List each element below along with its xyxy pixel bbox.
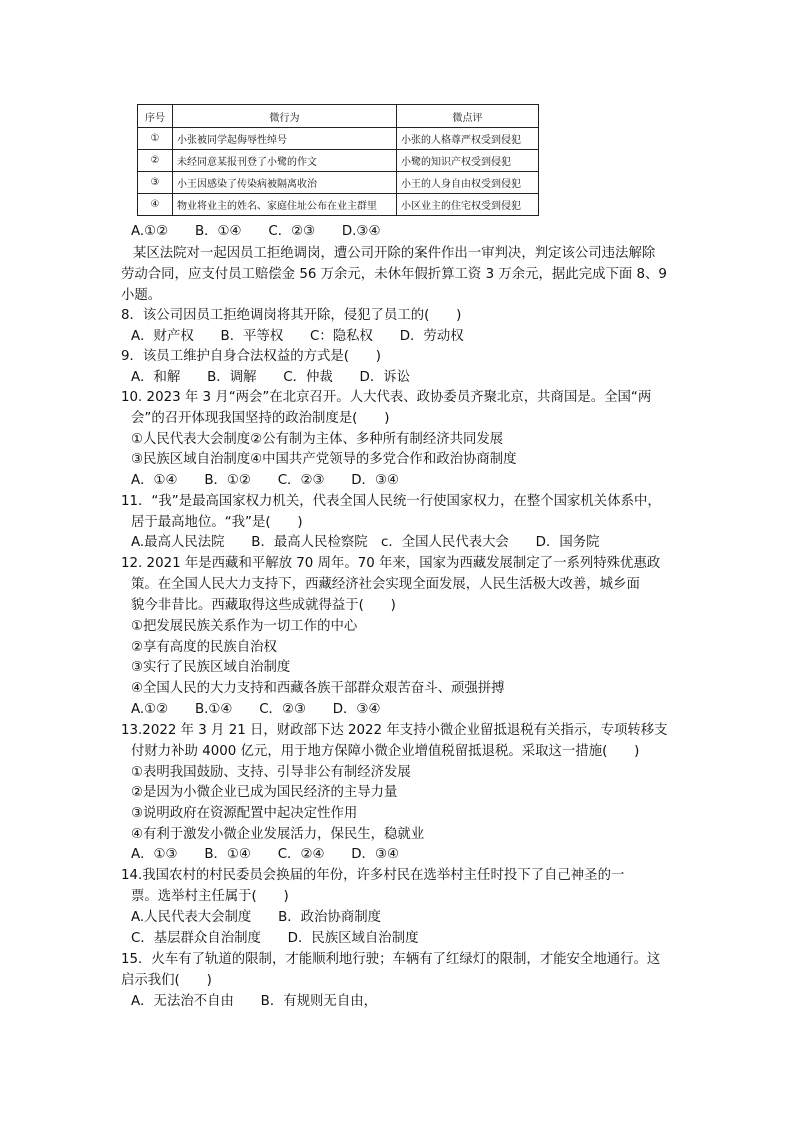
case-intro-line-3: 小题。 <box>121 288 162 303</box>
q15-stem-line-2: 启示我们( ) <box>121 973 212 988</box>
q14-stem-line-2: 票。选举村主任属于( ) <box>131 889 289 904</box>
q13-stem-line-1: 13.2022 年 3 月 21 日，财政部下达 2022 年支持小微企业留抵退税有关指示，专项转移支 <box>121 723 668 738</box>
q10-stem-line-1: 10. 2023 年 3 月“两会”在北京召开。人大代表、政协委员齐聚北京，共商国是。全国“两 <box>121 390 652 405</box>
q9-stem: 9．该员工维护自身合法权益的方式是( ) <box>121 349 381 364</box>
row-no: ② <box>138 150 173 172</box>
q12-item-4: ④全国人民的大力支持和西藏各族干部群众艰苦奋斗、顽强拼搏 <box>131 681 505 696</box>
row-comment: 小鹭的知识产权受到侵犯 <box>397 150 539 172</box>
q14-stem-line-1: 14.我国农村的村民委员会换届的年份，许多村民在选举村主任时投下了自己神圣的一 <box>121 868 625 883</box>
row-behavior: 小张被同学起侮辱性绰号 <box>173 128 397 150</box>
q14-options-line-2: C．基层群众自治制度 D．民族区域自治制度 <box>131 931 419 946</box>
q12-item-3: ③实行了民族区域自治制度 <box>131 660 291 675</box>
row-comment: 小王的人身自由权受到侵犯 <box>397 172 539 194</box>
q13-stem-line-2: 付财力补助 4000 亿元，用于地方保障小微企业增值税留抵退税。采取这一措施( ) <box>131 744 640 759</box>
q13-options: A．①③ B．①④ C．②④ D．③④ <box>131 847 399 862</box>
case-intro-line-2: 劳动合同，应支付员工赔偿金 56 万余元，未休年假折算工资 3 万余元，据此完成下面 8、9 <box>121 267 667 282</box>
table-row <box>138 128 539 150</box>
row-no: ③ <box>138 172 173 194</box>
q9-options: A．和解 B．调解 C．仲裁 D．诉讼 <box>131 370 411 385</box>
q12-options: A.①② B.①④ C．②③ D．③④ <box>131 702 381 717</box>
case-intro-line-1: 某区法院对一起因员工拒绝调岗，遭公司开除的案件作出一审判决，判定该公司违法解除 <box>133 246 656 261</box>
table-row <box>138 172 539 194</box>
q10-stem-line-2: 会”的召开体现我国坚持的政治制度是( ) <box>131 411 390 426</box>
q12-stem-line-3: 貌今非昔比。西藏取得这些成就得益于( ) <box>131 598 396 613</box>
q12-item-1: ①把发展民族关系作为一切工作的中心 <box>131 619 358 634</box>
q12-stem-line-1: 12. 2021 年是西藏和平解放 70 周年。70 年来，国家为西藏发展制定了一系列特殊优惠政 <box>121 556 661 571</box>
table-row <box>138 194 539 216</box>
q8-options: A．财产权 B．平等权 C：隐私权 D．劳动权 <box>131 329 464 344</box>
q13-item-4: ④有利于激发小微企业发展活力，保民生，稳就业 <box>131 827 425 842</box>
row-behavior: 物业将业主的姓名、家庭住址公布在业主群里 <box>173 194 397 216</box>
col-header-behavior: 微行为 <box>173 105 397 128</box>
row-behavior: 未经同意某报刊登了小鹭的作文 <box>173 150 397 172</box>
table-row <box>138 150 539 172</box>
q13-item-3: ③说明政府在资源配置中起决定性作用 <box>131 806 358 821</box>
q12-item-2: ②享有高度的民族自治权 <box>131 640 277 655</box>
q11-stem-line-2: 居于最高地位。“我”是( ) <box>131 515 303 530</box>
row-comment: 小张的人格尊严权受到侵犯 <box>397 128 539 150</box>
q13-item-1: ①表明我国鼓励、支持、引导非公有制经济发展 <box>131 765 411 780</box>
row-behavior: 小王因感染了传染病被隔离收治 <box>173 172 397 194</box>
q11-options: A.最高人民法院 B．最高人民检察院 c．全国人民代表大会 D．国务院 <box>131 535 600 550</box>
col-header-comment: 微点评 <box>397 105 539 128</box>
row-no: ① <box>138 128 173 150</box>
q7-options: A.①② B．①④ C．②③ D.③④ <box>131 224 381 239</box>
q10-item-line-2: ③民族区域自治制度④中国共产党领导的多党合作和政治协商制度 <box>131 452 517 467</box>
table-header-row <box>138 105 539 128</box>
q12-stem-line-2: 策。在全国人民大力支持下，西藏经济社会实现全面发展，人民生活极大改善，城乡面 <box>131 577 640 592</box>
col-header-no: 序号 <box>138 105 173 128</box>
q8-stem: 8．该公司因员工拒绝调岗将其开除，侵犯了员工的( ) <box>121 308 462 323</box>
q13-item-2: ②是因为小微企业已成为国民经济的主导力量 <box>131 785 398 800</box>
micro-behavior-table <box>137 104 539 216</box>
q10-item-line-1: ①人民代表大会制度②公有制为主体、多种所有制经济共同发展 <box>131 432 504 447</box>
q15-stem-line-1: 15．火车有了轨道的限制，才能顺利地行驶；车辆有了红绿灯的限制，才能安全地通行。这 <box>121 952 661 967</box>
row-no: ④ <box>138 194 173 216</box>
q14-options-line-1: A.人民代表大会制度 B．政治协商制度 <box>131 910 382 925</box>
row-comment: 小区业主的住宅权受到侵犯 <box>397 194 539 216</box>
q15-options: A．无法治不自由 B．有规则无自由， <box>131 994 377 1009</box>
q11-stem-line-1: 11．“我”是最高国家权力机关，代表全国人民统一行使国家权力，在整个国家机关体系中， <box>121 494 661 509</box>
q10-options: A．①④ B．①② C．②③ D．③④ <box>131 473 399 488</box>
